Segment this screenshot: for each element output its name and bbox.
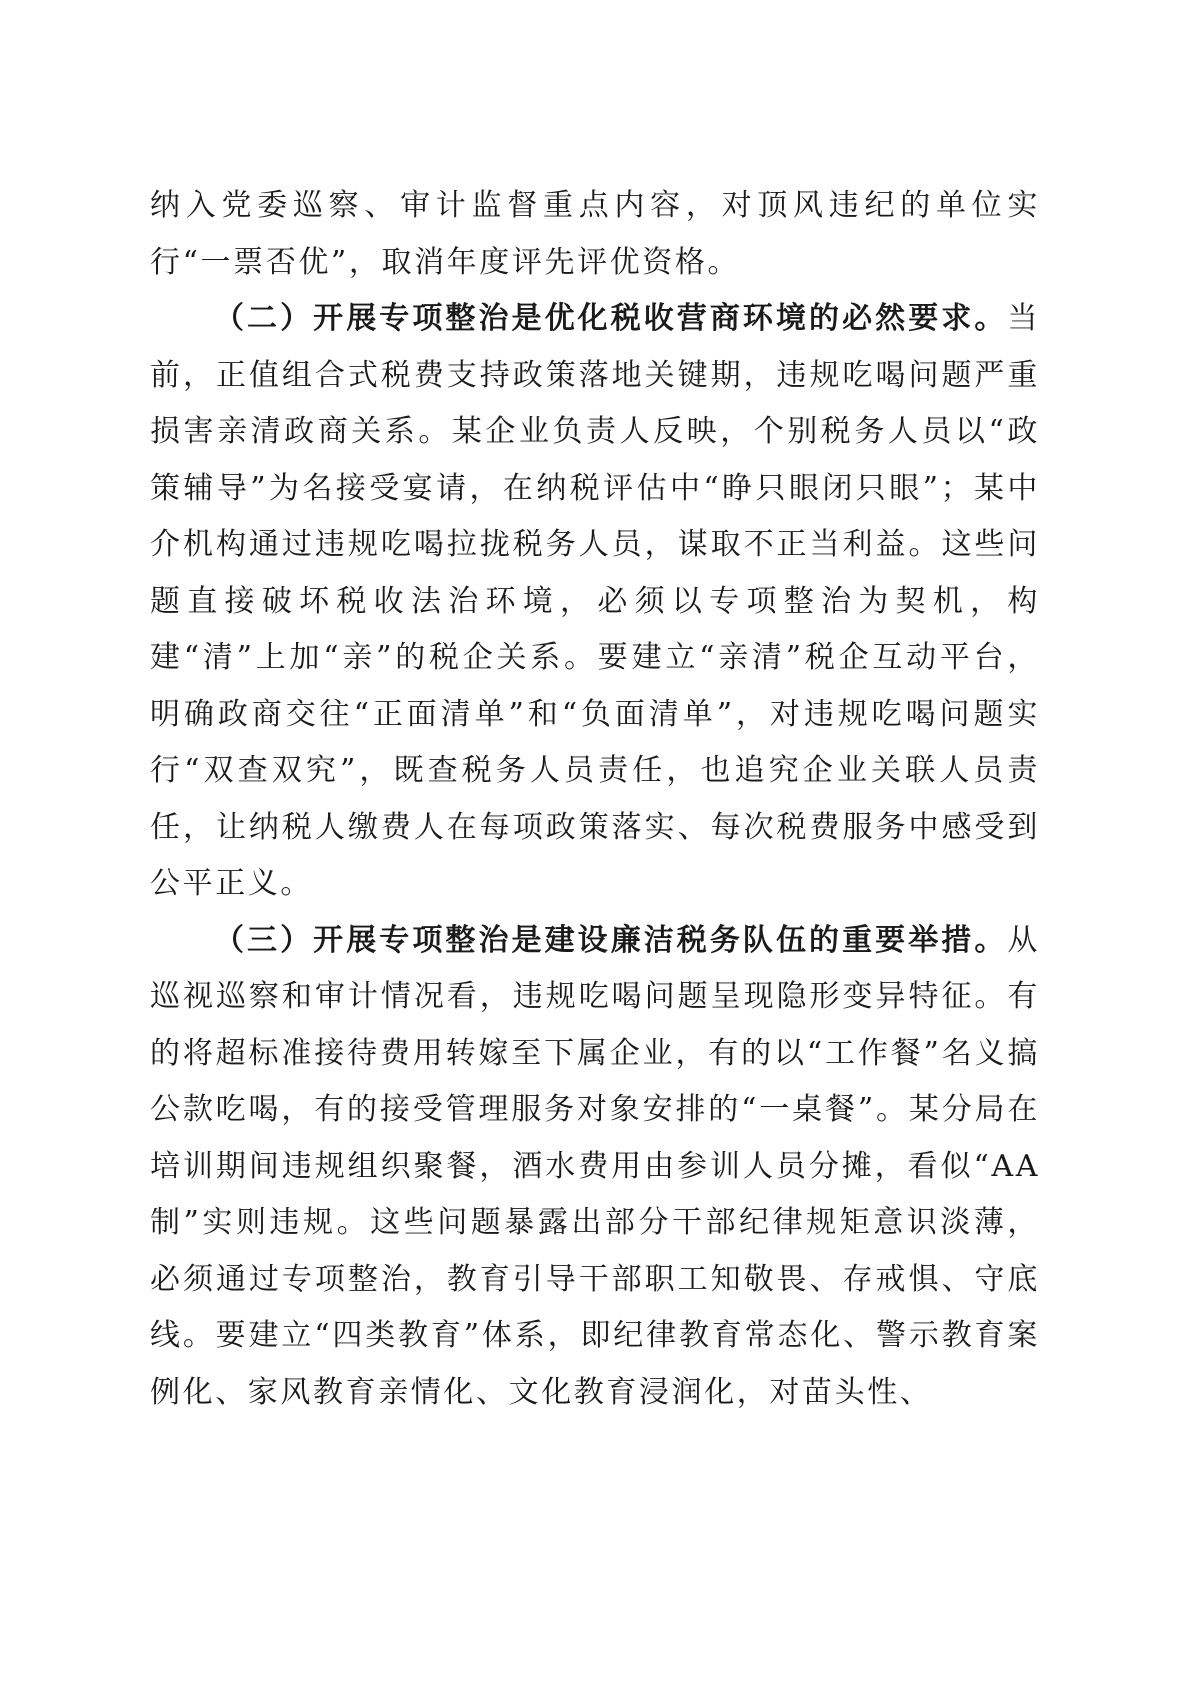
paragraph-section-three xyxy=(150,913,1040,1422)
document-page xyxy=(150,178,1040,1421)
paragraph-text: 纳入党委巡察、审计监督重点内容，对顶风违纪的单位实行“一票否优”，取消年度评先评优资格。 xyxy=(150,188,1040,280)
section-heading: （三）开展专项整治是建设廉洁税务队伍的重要举措。 xyxy=(214,922,1008,958)
paragraph-continuation xyxy=(150,178,1040,291)
paragraph-text: 从巡视巡察和审计情况看，违规吃喝问题呈现隐形变异特征。有的将超标准接待费用转嫁至下属企业，有的以“工作餐”名义搞公款吃喝，有的接受管理服务对象安排的“一桌餐”。某分局在培训期间违规组织聚餐，酒水费用由参训人员分摊，看似“AA制”实则违规。这些问题暴露出部分干部纪律规矩意识淡薄，必须通过专项整治，教育引导干部职工知敬畏、存戒惧、守底线。要建立“四类教育”体系，即纪律教育常态化、警示教育案例化、家风教育亲情化、文化教育浸润化，对苗头性、 xyxy=(150,922,1040,1410)
paragraph-section-two xyxy=(150,291,1040,913)
paragraph-text: 当前，正值组合式税费支持政策落地关键期，违规吃喝问题严重损害亲清政商关系。某企业负责人反映，个别税务人员以“政策辅导”为名接受宴请，在纳税评估中“睁只眼闭只眼”；某中介机构通过违规吃喝拉拢税务人员，谋取不正当利益。这些问题直接破坏税收法治环境，必须以专项整治为契机，构建“清”上加“亲”的税企关系。要建立“亲清”税企互动平台，明确政商交往“正面清单”和“负面清单”，对违规吃喝问题实行“双查双究”，既查税务人员责任，也追究企业关联人员责任，让纳税人缴费人在每项政策落实、每次税费服务中感受到公平正义。 xyxy=(150,301,1040,901)
section-heading: （二）开展专项整治是优化税收营商环境的必然要求。 xyxy=(214,301,1008,336)
